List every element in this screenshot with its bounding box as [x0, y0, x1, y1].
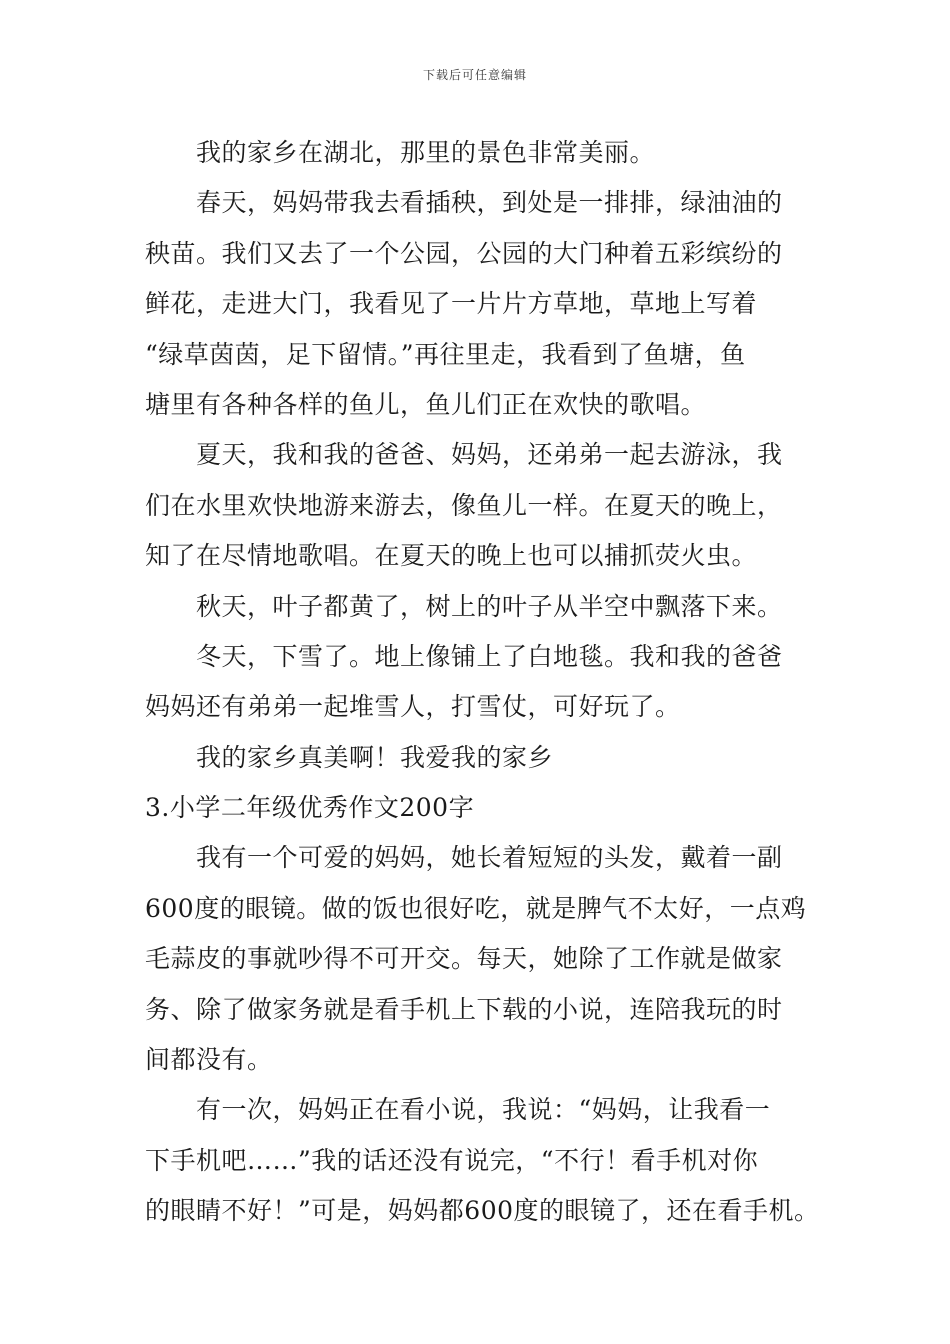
text-line: 下手机吧……”我的话还没有说完，“不行！看手机对你 [145, 1145, 759, 1175]
text-line: 鲜花，走进大门，我看见了一片片方草地，草地上写着 [145, 289, 758, 319]
text-line: 我有一个可爱的妈妈，她长着短短的头发，戴着一副 [196, 843, 783, 873]
text-line: 妈妈还有弟弟一起堆雪人，打雪仗，可好玩了。 [145, 692, 681, 722]
text-line: 务、除了做家务就是看手机上下载的小说，连陪我玩的时 [145, 994, 783, 1024]
text-line: 600度的眼镜。做的饭也很好吃，就是脾气不太好，一点鸡 [145, 893, 807, 923]
text-line: 春天，妈妈带我去看插秧，到处是一排排，绿油油的 [196, 188, 783, 218]
text-line: 冬天，下雪了。地上像铺上了白地毯。我和我的爸爸 [196, 641, 783, 671]
text-line: 秧苗。我们又去了一个公园，公园的大门种着五彩缤纷的 [145, 238, 783, 268]
text-line: 塘里有各种各样的鱼儿，鱼儿们正在欢快的歌唱。 [145, 389, 707, 419]
section-heading: 3.小学二年级优秀作文200字 [145, 793, 475, 823]
text-line: 间都没有。 [145, 1045, 273, 1075]
text-line: 有一次，妈妈正在看小说，我说：“妈妈，让我看一 [196, 1095, 771, 1125]
text-line: 秋天，叶子都黄了，树上的叶子从半空中飘落下来。 [196, 591, 783, 621]
text-line: 我的家乡真美啊！我爱我的家乡 [196, 742, 554, 772]
page-header: 下载后可任意编辑 [422, 68, 527, 82]
text-line: 们在水里欢快地游来游去，像鱼儿一样。在夏天的晚上， [145, 490, 783, 520]
text-line: 我的家乡在湖北，那里的景色非常美丽。 [196, 138, 656, 167]
text-line: 毛蒜皮的事就吵得不可开交。每天，她除了工作就是做家 [145, 944, 783, 974]
text-line: 的眼睛不好！”可是，妈妈都600度的眼镜了，还在看手机。 [145, 1196, 820, 1226]
document-body [145, 128, 820, 1237]
text-line: “绿草茵茵，足下留情。”再往里走，我看到了鱼塘，鱼 [145, 339, 746, 369]
text-line: 知了在尽情地歌唱。在夏天的晚上也可以捕抓荧火虫。 [145, 541, 758, 571]
text-line: 夏天，我和我的爸爸、妈妈，还弟弟一起去游泳，我 [196, 440, 783, 470]
